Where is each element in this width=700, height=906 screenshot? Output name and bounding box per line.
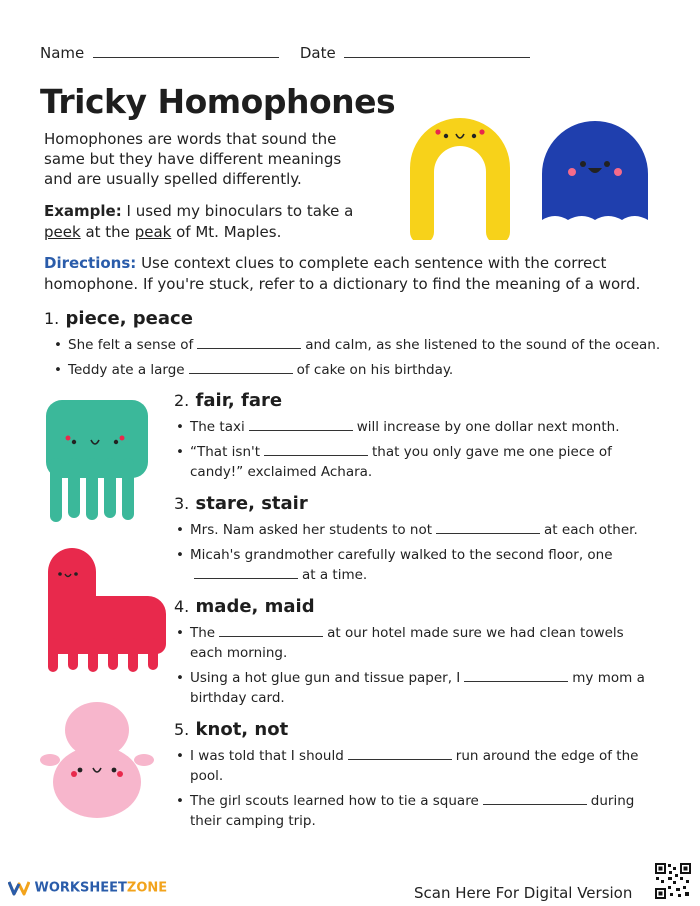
name-line[interactable] <box>93 57 279 58</box>
question-words: piece, peace <box>65 308 193 329</box>
question-heading <box>174 390 654 411</box>
directions-text <box>44 253 664 295</box>
sentence-before: I was told that I should <box>190 748 344 764</box>
intro-text: Homophones are words that sound the same but they have different meanings and are usually spelled differently. <box>44 130 342 188</box>
question-items <box>174 417 654 482</box>
example-label: Example: <box>44 202 122 220</box>
list-item <box>174 520 654 540</box>
name-label: Name <box>40 44 85 62</box>
question-heading <box>174 719 654 740</box>
list-item <box>174 417 654 437</box>
sentence-before: Using a hot glue gun and tissue paper, I <box>190 670 461 686</box>
answer-blank[interactable] <box>249 429 353 431</box>
sentence-before: Teddy ate a large <box>68 362 185 378</box>
answer-blank[interactable] <box>436 532 540 534</box>
example-word1: peek <box>44 223 81 241</box>
list-item <box>174 746 654 786</box>
list-item <box>52 360 674 380</box>
example-text <box>44 201 364 243</box>
answer-blank[interactable] <box>194 577 298 579</box>
pink-blob-creature-icon <box>40 700 154 822</box>
question-words: knot, not <box>195 719 289 740</box>
worksheetzone-logo[interactable] <box>8 880 167 896</box>
list-item <box>174 442 654 482</box>
sentence-after: my mom a birthday card. <box>190 670 645 706</box>
sentence-after: at a time. <box>302 567 368 583</box>
directions-label: Directions: <box>44 254 137 272</box>
green-comb-creature-icon <box>44 398 150 526</box>
question-number: 5. <box>174 720 190 739</box>
sentence-before: The girl scouts learned how to tie a square <box>190 793 479 809</box>
question-number: 4. <box>174 597 190 616</box>
question-2 <box>174 390 654 487</box>
question-items <box>174 746 654 831</box>
question-heading <box>174 596 654 617</box>
answer-blank[interactable] <box>483 803 587 805</box>
answer-blank[interactable] <box>189 372 293 374</box>
question-number: 2. <box>174 391 190 410</box>
sentence-after: of cake on his birthday. <box>296 362 454 378</box>
sentence-after: run around the edge of the pool. <box>190 748 639 784</box>
brand-accent: ZONE <box>126 880 168 896</box>
answer-blank[interactable] <box>464 680 568 682</box>
yellow-arch-creature-icon <box>402 110 518 240</box>
sentence-after: during their camping trip. <box>190 793 635 829</box>
question-items <box>174 520 654 585</box>
question-5 <box>174 719 654 836</box>
date-label: Date <box>299 44 336 62</box>
sentence-before: Mrs. Nam asked her students to not <box>190 522 433 538</box>
w-logo-icon <box>8 880 30 896</box>
sentence-before: “That isn't <box>190 444 260 460</box>
sentence-after: at our hotel made sure we had clean towels each morning. <box>190 625 624 661</box>
question-words: made, maid <box>195 596 315 617</box>
list-item <box>174 668 654 708</box>
question-3 <box>174 493 654 590</box>
scan-label: Scan Here For Digital Version <box>414 884 633 902</box>
answer-blank[interactable] <box>348 758 452 760</box>
list-item <box>174 623 654 663</box>
blue-ghost-creature-icon <box>536 116 654 228</box>
sentence-before: The <box>190 625 216 641</box>
question-1 <box>44 308 674 385</box>
question-items <box>174 623 654 708</box>
example-part2: at the <box>85 223 130 241</box>
brand-main: WORKSHEET <box>34 880 127 896</box>
answer-blank[interactable] <box>197 347 301 349</box>
question-words: stare, stair <box>195 493 308 514</box>
red-blob-creature-icon <box>40 548 168 676</box>
sentence-before: Micah's grandmother carefully walked to the second floor, one <box>190 547 613 563</box>
sentence-after: will increase by one dollar next month. <box>356 419 620 435</box>
example-part3: of Mt. Maples. <box>176 223 282 241</box>
list-item <box>174 791 654 831</box>
question-heading <box>174 493 654 514</box>
answer-blank[interactable] <box>219 635 323 637</box>
question-words: fair, fare <box>195 390 283 411</box>
example-word2: peak <box>134 223 172 241</box>
date-line[interactable] <box>344 57 530 58</box>
sentence-after: and calm, as she listened to the sound of the ocean. <box>305 337 661 353</box>
sentence-after: at each other. <box>544 522 638 538</box>
example-part1: I used my binoculars to take a <box>126 202 354 220</box>
question-number: 1. <box>44 309 60 328</box>
question-4 <box>174 596 654 713</box>
name-date-row <box>40 44 530 62</box>
sentence-before: She felt a sense of <box>68 337 194 353</box>
list-item <box>174 545 654 585</box>
sentence-before: The taxi <box>190 419 245 435</box>
page-title: Tricky Homophones <box>40 82 396 121</box>
question-items <box>44 335 674 380</box>
sentence-after: that you only gave me one piece of candy!” exclaimed Achara. <box>190 444 612 480</box>
question-heading <box>44 308 674 329</box>
answer-blank[interactable] <box>264 454 368 456</box>
question-number: 3. <box>174 494 190 513</box>
list-item <box>52 335 674 355</box>
directions-body: Use context clues to complete each sentence with the correct homophone. If you're stuck, refer to a dictionary to find the meaning of a word. <box>44 254 641 293</box>
qr-code-icon[interactable] <box>654 862 692 900</box>
